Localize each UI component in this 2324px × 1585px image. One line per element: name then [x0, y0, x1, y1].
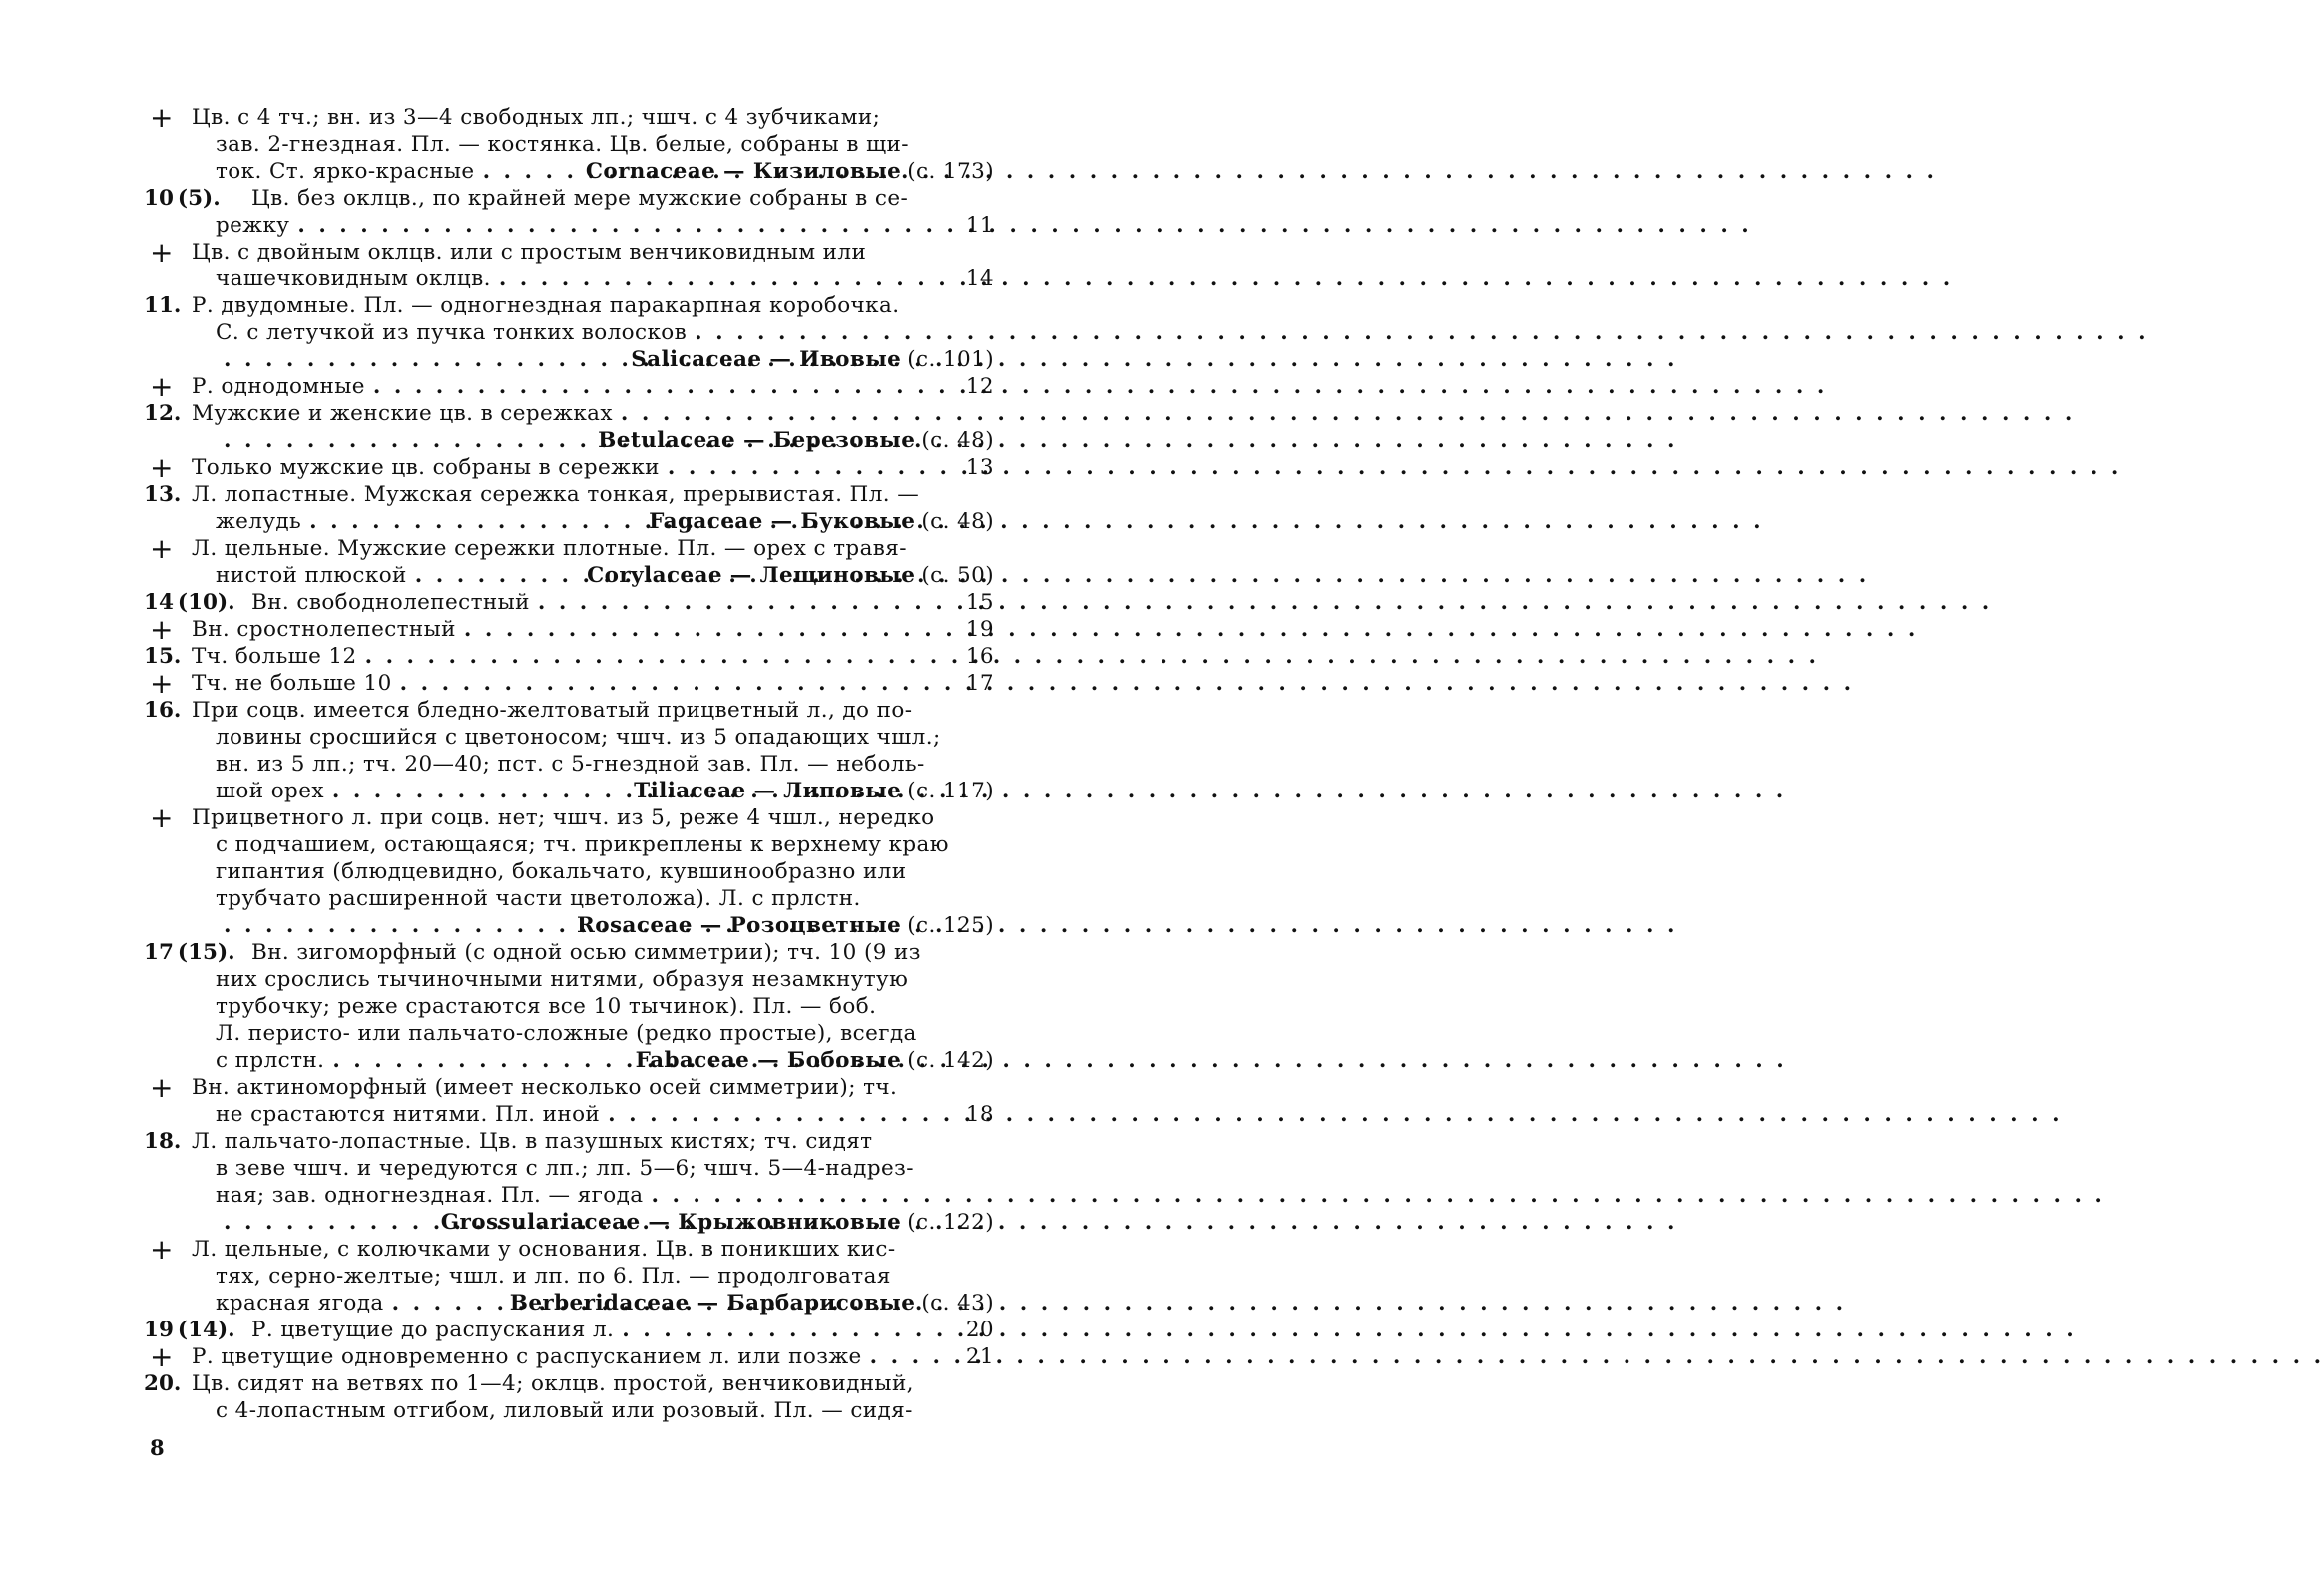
- key-line: [140, 1263, 994, 1290]
- leader-dots: [613, 400, 994, 427]
- key-entry: [140, 697, 994, 804]
- key-line: [140, 1155, 994, 1182]
- key-line: [140, 481, 994, 508]
- key-text: Вн. сростнолепестный: [192, 617, 456, 642]
- key-text: трубочку; реже срастаются все 10 тычинок). Пл. — боб.: [216, 994, 877, 1019]
- key-text: Вн. свободнолепестный: [251, 590, 530, 615]
- key-line: [140, 265, 994, 292]
- key-text: чашечковидным оклцв.: [216, 266, 491, 291]
- leader-dots: [357, 643, 960, 670]
- step-number: [144, 1128, 181, 1155]
- step-number: [144, 185, 221, 212]
- key-text: Л. лопастные. Мужская сережка тонкая, прерывистая. Пл. —: [192, 482, 920, 507]
- page-reference: (с. 125): [907, 913, 994, 938]
- leader-dots: [660, 454, 960, 481]
- key-line: [140, 724, 994, 751]
- key-line: [140, 1047, 994, 1074]
- key-text: Цв. с 4 тч.; вн. из 3—4 свободных лп.; чшч. с 4 зубчиками;: [192, 105, 881, 130]
- key-text: ная; зав. одногнездная. Пл. — ягода: [216, 1183, 644, 1208]
- page-reference: (с. 142): [907, 1048, 994, 1073]
- key-text: С. с летучкой из пучка тонких волосков: [216, 320, 688, 345]
- key-line: [140, 292, 994, 319]
- key-line: [140, 1233, 994, 1266]
- key-entry: [140, 613, 994, 646]
- family-name: Berberidaceae — Барбарисовые: [509, 1291, 916, 1316]
- key-line: [140, 912, 994, 939]
- key-text: Цв. без оклцв., по крайней мере мужские собраны в се-: [251, 186, 909, 211]
- leader-dots: [392, 670, 960, 697]
- key-line: [140, 993, 994, 1020]
- key-line: [140, 427, 994, 454]
- page-number: 8: [150, 1435, 165, 1460]
- leader-dots: [456, 616, 960, 643]
- key-text: Л. цельные. Мужские сережки плотные. Пл. — орех с травя-: [192, 536, 907, 561]
- key-line: [140, 697, 994, 724]
- key-text: Прицветного л. при соцв. нет; чшч. из 5, реже 4 чшл., нередко: [192, 805, 935, 830]
- key-line: [140, 370, 994, 403]
- leader-dots: [862, 1343, 960, 1370]
- step-number: [144, 400, 181, 427]
- key-entry: [140, 451, 994, 484]
- goto-step-number: 13: [965, 455, 994, 480]
- key-text: Л. цельные, с колючками у основания. Цв. в поникших кис-: [192, 1237, 896, 1262]
- key-entry: [140, 292, 994, 373]
- key-entry: [140, 1233, 994, 1317]
- goto-step-number: 20: [965, 1318, 994, 1342]
- goto-step-number: 16: [965, 644, 994, 669]
- key-text: ловины сросшийся с цветоносом; чшч. из 5 опадающих чшл.;: [216, 725, 941, 750]
- family-name: Corylaceae — Лещиновые: [587, 563, 916, 588]
- key-entry: [140, 185, 994, 239]
- key-entry: [140, 939, 994, 1074]
- key-entry: [140, 643, 994, 670]
- key-text: ток. Ст. ярко-красные: [216, 159, 475, 184]
- goto-step-number: 15: [965, 590, 994, 615]
- key-line: [140, 1101, 994, 1128]
- step-number-main: 15.: [144, 644, 182, 669]
- key-entry: [140, 481, 994, 535]
- alternative-marker: +: [150, 801, 174, 834]
- step-number-main: 16.: [144, 698, 182, 723]
- key-text: Вн. зигоморфный (с одной осью симметрии); тч. 10 (9 из: [251, 940, 921, 965]
- key-line: [140, 185, 994, 212]
- key-line: [140, 751, 994, 778]
- key-line: [140, 212, 994, 239]
- key-line: [140, 778, 994, 804]
- family-name: Tiliaceae — Липовые: [634, 779, 902, 803]
- goto-step-number: 11: [965, 213, 994, 238]
- key-line: [140, 236, 994, 268]
- goto-step-number: 12: [965, 374, 994, 399]
- page-reference: (с. 43): [921, 1291, 994, 1316]
- key-text: Р. двудомные. Пл. — одногнездная паракарпная коробочка.: [192, 293, 900, 318]
- alternative-marker: +: [150, 532, 174, 565]
- leader-dots: [384, 1290, 504, 1317]
- key-line: [140, 400, 994, 427]
- key-line: [140, 667, 994, 700]
- alternative-marker: +: [150, 1233, 174, 1266]
- step-number-main: 10: [144, 186, 174, 211]
- leader-dots: [407, 562, 581, 589]
- step-number: [144, 643, 181, 670]
- key-line: [140, 939, 994, 966]
- key-text: в зеве чшч. и чередуются с лп.; лп. 5—6; чшч. 5—4-надрез-: [216, 1156, 914, 1181]
- key-entry: [140, 1071, 994, 1128]
- key-text: вн. из 5 лп.; тч. 20—40; пст. с 5-гнездной зав. Пл. — неболь-: [216, 752, 925, 777]
- leader-dots: [475, 158, 580, 185]
- leader-dots: [365, 373, 960, 400]
- leader-dots: [687, 319, 994, 346]
- page-reference: (с. 173): [907, 159, 994, 184]
- key-text: трубчато расширенной части цветоложа). Л. с прлстн.: [216, 886, 861, 911]
- page-reference: (с. 48): [921, 428, 994, 453]
- key-line: [140, 613, 994, 646]
- goto-step-number: 17: [965, 671, 994, 696]
- key-line: [140, 1397, 994, 1424]
- key-text: шой орех: [216, 779, 324, 803]
- key-entry: [140, 1340, 994, 1373]
- leader-dots: [530, 589, 960, 616]
- identification-key: [140, 101, 994, 1424]
- alternative-marker: +: [150, 613, 174, 646]
- page-reference: (с. 101): [907, 347, 994, 372]
- leader-dots: [643, 1182, 994, 1209]
- key-text: с 4-лопастным отгибом, лиловый или розовый. Пл. — сидя-: [216, 1398, 913, 1423]
- book-page: [0, 0, 1161, 1585]
- step-number-main: 20.: [144, 1371, 182, 1396]
- key-line: [140, 508, 994, 535]
- step-number: [144, 481, 181, 508]
- key-line: [140, 1370, 994, 1397]
- key-line: [140, 1209, 994, 1236]
- key-line: [140, 346, 994, 373]
- family-name: Fagaceae — Буковые: [649, 509, 916, 534]
- key-entry: [140, 589, 994, 616]
- key-line: [140, 589, 994, 616]
- key-line: [140, 885, 994, 912]
- key-text: режку: [216, 213, 290, 238]
- step-number: [144, 939, 235, 966]
- key-line: [140, 1071, 994, 1104]
- alternative-marker: +: [150, 667, 174, 700]
- alternative-marker: +: [150, 1071, 174, 1104]
- step-number-main: 19: [144, 1318, 174, 1342]
- step-number-main: 18.: [144, 1129, 182, 1154]
- leader-dots: [324, 778, 628, 804]
- leader-dots: [216, 1209, 435, 1236]
- alternative-marker: +: [150, 1340, 174, 1373]
- alternative-marker: +: [150, 101, 174, 134]
- key-entry: [140, 532, 994, 589]
- leader-dots: [491, 265, 960, 292]
- key-line: [140, 801, 994, 834]
- step-number: [144, 1317, 235, 1343]
- key-text: Вн. актиноморфный (имеет несколько осей симметрии); тч.: [192, 1075, 898, 1100]
- key-text: Л. перисто- или пальчато-сложные (редко простые), всегда: [216, 1021, 917, 1046]
- step-number-main: 13.: [144, 482, 182, 507]
- key-entry: [140, 400, 994, 454]
- leader-dots: [301, 508, 643, 535]
- key-line: [140, 1128, 994, 1155]
- key-text: Р. цветущие одновременно с распусканием л. или позже: [192, 1344, 862, 1369]
- leader-dots: [324, 1047, 629, 1074]
- step-number: [144, 292, 181, 319]
- key-line: [140, 643, 994, 670]
- key-entry: [140, 801, 994, 939]
- leader-dots: [600, 1101, 960, 1128]
- leader-dots: [216, 427, 592, 454]
- step-back-reference: (14).: [177, 1318, 235, 1342]
- step-back-reference: (10).: [177, 590, 235, 615]
- step-back-reference: (15).: [177, 940, 235, 965]
- alternative-marker: +: [150, 370, 174, 403]
- step-number: [144, 697, 181, 724]
- page-reference: (с. 48): [921, 509, 994, 534]
- key-line: [140, 101, 994, 134]
- key-text: Цв. сидят на ветвях по 1—4; оклцв. простой, венчиковидный,: [192, 1371, 914, 1396]
- goto-step-number: 21: [965, 1344, 994, 1369]
- leader-dots: [216, 346, 625, 373]
- key-text: Р. однодомные: [192, 374, 365, 399]
- key-entry: [140, 236, 994, 292]
- key-text: зав. 2-гнездная. Пл. — костянка. Цв. белые, собраны в щи-: [216, 132, 909, 157]
- key-entry: [140, 667, 994, 700]
- key-entry: [140, 370, 994, 403]
- step-number: [144, 589, 235, 616]
- family-name: Salicaceae — Ивовые: [631, 347, 902, 372]
- key-text: гипантия (блюдцевидно, бокальчато, кувшинообразно или: [216, 859, 907, 884]
- key-line: [140, 1317, 994, 1343]
- key-text: желудь: [216, 509, 302, 534]
- key-line: [140, 831, 994, 858]
- step-back-reference: (5).: [177, 186, 221, 211]
- key-line: [140, 319, 994, 346]
- key-line: [140, 1182, 994, 1209]
- key-entry: [140, 1317, 994, 1343]
- key-text: При соцв. имеется бледно-желтоватый прицветный л., до по-: [192, 698, 913, 723]
- leader-dots: [216, 912, 571, 939]
- goto-step-number: 14: [965, 266, 994, 291]
- goto-step-number: 19: [965, 617, 994, 642]
- family-name: Fabaceae — Бобовые: [635, 1048, 902, 1073]
- key-line: [140, 158, 994, 185]
- key-entry: [140, 1370, 994, 1424]
- key-text: нистой плюской: [216, 563, 407, 588]
- alternative-marker: +: [150, 451, 174, 484]
- family-name: Grossulariaceae — Крыжовниковые: [440, 1210, 902, 1235]
- key-line: [140, 451, 994, 484]
- page-reference: (с. 122): [907, 1210, 994, 1235]
- key-text: Л. пальчато-лопастные. Цв. в пазушных кистях; тч. сидят: [192, 1129, 873, 1154]
- key-line: [140, 966, 994, 993]
- key-line: [140, 858, 994, 885]
- key-text: с прлстн.: [216, 1048, 325, 1073]
- key-text: них срослись тычиночными нитями, образуя незамкнутую: [216, 967, 909, 992]
- step-number-main: 17: [144, 940, 174, 965]
- step-number-main: 14: [144, 590, 174, 615]
- key-text: Тч. не больше 10: [192, 671, 392, 696]
- alternative-marker: +: [150, 236, 174, 268]
- leader-dots: [614, 1317, 960, 1343]
- key-text: красная ягода: [216, 1291, 384, 1316]
- family-name: Betulaceae — Березовые: [598, 428, 916, 453]
- key-text: Только мужские цв. собраны в сережки: [192, 455, 660, 480]
- key-entry: [140, 1128, 994, 1236]
- key-line: [140, 1340, 994, 1373]
- goto-step-number: 18: [965, 1102, 994, 1127]
- key-text: тях, серно-желтые; чшл. и лп. по 6. Пл. — продолговатая: [216, 1264, 891, 1289]
- key-text: не срастаются нитями. Пл. иной: [216, 1102, 601, 1127]
- key-text: Цв. с двойным оклцв. или с простым венчиковидным или: [192, 240, 867, 264]
- step-number-main: 12.: [144, 401, 182, 426]
- key-line: [140, 1020, 994, 1047]
- key-entry: [140, 101, 994, 185]
- family-name: Cornaceae — Кизиловые: [585, 159, 902, 184]
- key-text: Р. цветущие до распускания л.: [251, 1318, 615, 1342]
- step-number-main: 11.: [144, 293, 182, 318]
- family-name: Rosaceae — Розоцветные: [577, 913, 902, 938]
- step-number: [144, 1370, 181, 1397]
- key-line: [140, 562, 994, 589]
- page-reference: (с. 50): [921, 563, 994, 588]
- key-line: [140, 532, 994, 565]
- key-text: Тч. больше 12: [192, 644, 357, 669]
- key-text: Мужские и женские цв. в сережках: [192, 401, 613, 426]
- page-reference: (с. 117): [907, 779, 994, 803]
- leader-dots: [289, 212, 959, 239]
- key-line: [140, 1290, 994, 1317]
- key-text: с подчашием, остающаяся; тч. прикреплены к верхнему краю: [216, 832, 949, 857]
- key-line: [140, 131, 994, 158]
